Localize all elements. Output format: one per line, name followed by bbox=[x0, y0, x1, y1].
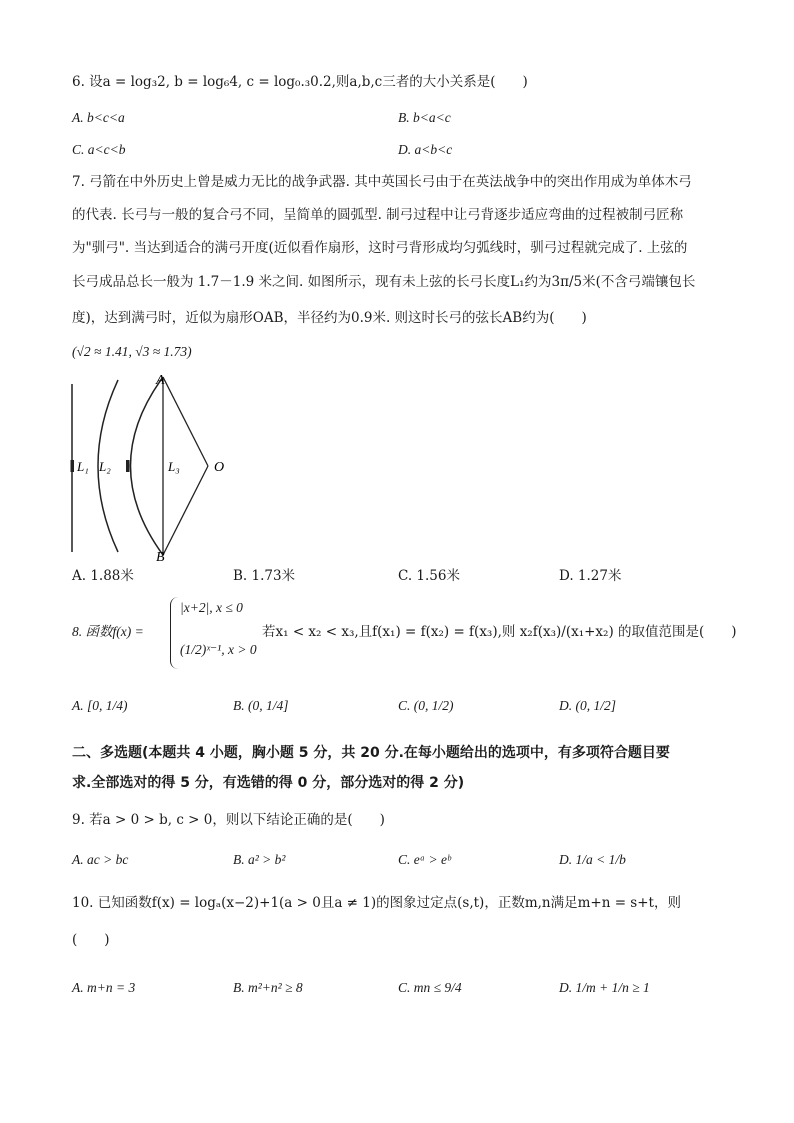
q10-stem-line-2: ( ) bbox=[72, 932, 110, 948]
radius-oa bbox=[163, 377, 208, 466]
q7-line-1: 7. 弓箭在中外历史上曾是威力无比的战争武器. 其中英国长弓由于在英法战争中的突出作用成为单体木弓 bbox=[72, 174, 692, 190]
label-l2: L₂ bbox=[99, 459, 111, 474]
q7-option-a: A. 1.88米 bbox=[72, 568, 134, 584]
q8-option-c: C. (0, 1/2) bbox=[398, 698, 454, 713]
q6-option-b: B. b<a<c bbox=[398, 110, 451, 125]
q10-option-b: B. m²+n² ≥ 8 bbox=[233, 980, 303, 995]
q9-option-d: D. 1/a < 1/b bbox=[559, 852, 626, 867]
label-l1: L₁ bbox=[77, 459, 89, 474]
radius-ob bbox=[163, 466, 208, 555]
q10-option-a: A. m+n = 3 bbox=[72, 980, 136, 995]
q7-option-b: B. 1.73米 bbox=[233, 568, 296, 584]
bow-figure bbox=[68, 372, 248, 562]
q6-option-c: C. a<c<b bbox=[72, 142, 126, 157]
q6-option-a: A. b<c<a bbox=[72, 110, 125, 125]
q7-line-4: 长弓成品总长一般为 1.7－1.9 米之间. 如图所示，现有未上弦的长弓长度L₁约为3π/5米(不含弓端镶包长 bbox=[72, 274, 696, 290]
q8-case-1: |x+2|, x ≤ 0 bbox=[180, 600, 243, 615]
q9-stem: 9. 若a > 0 > b, c > 0，则以下结论正确的是( ) bbox=[72, 812, 385, 828]
q7-line-6: (√2 ≈ 1.41, √3 ≈ 1.73) bbox=[72, 344, 192, 359]
q8-option-b: B. (0, 1/4] bbox=[233, 698, 289, 713]
section-2-heading-line-2: 求.全部选对的得 5 分，有选错的得 0 分，部分选对的得 2 分) bbox=[72, 775, 465, 791]
q8-case-2: (1/2)ˣ⁻¹, x > 0 bbox=[180, 642, 257, 657]
q7-option-d: D. 1.27米 bbox=[559, 568, 622, 584]
label-o: O bbox=[214, 460, 225, 475]
label-b: B bbox=[156, 550, 165, 562]
label-a: A bbox=[156, 373, 165, 388]
q7-line-3: 为"驯弓". 当达到适合的满弓开度(近似看作扇形，这时弓背形成均匀弧线时，驯弓过程就完成了. 上弦的 bbox=[72, 240, 688, 256]
q8-stem-suffix: 若x₁ < x₂ < x₃,且f(x₁) = f(x₂) = f(x₃),则 x₂f(x₃)/(x₁+x₂) 的取值范围是( ) bbox=[262, 624, 737, 640]
q6-option-d: D. a<b<c bbox=[398, 142, 453, 157]
q7-line-5: 度)，达到满弓时，近似为扇形OAB，半径约为0.9米. 则这时长弓的弦长AB约为( ) bbox=[72, 310, 587, 326]
q10-option-d: D. 1/m + 1/n ≥ 1 bbox=[559, 980, 650, 995]
q8-brace bbox=[170, 597, 179, 669]
section-2-heading-line-1: 二、多选题(本题共 4 小题，胸小题 5 分，共 20 分.在每小题给出的选项中，有多项符合题目要 bbox=[72, 745, 670, 761]
bow-l3-grip bbox=[126, 460, 130, 472]
bow-l3-arc bbox=[131, 377, 164, 555]
q9-option-b: B. a² > b² bbox=[233, 852, 286, 867]
bow-l1-grip bbox=[71, 460, 75, 472]
q8-option-a: A. [0, 1/4) bbox=[72, 698, 128, 713]
q10-option-c: C. mn ≤ 9/4 bbox=[398, 980, 462, 995]
q7-option-c: C. 1.56米 bbox=[398, 568, 460, 584]
q8-option-d: D. (0, 1/2] bbox=[559, 698, 616, 713]
q10-stem-line-1: 10. 已知函数f(x) = logₐ(x−2)+1(a > 0且a ≠ 1)的图象过定点(s,t)，正数m,n满足m+n = s+t，则 bbox=[72, 895, 681, 911]
q9-option-a: A. ac > bc bbox=[72, 852, 129, 867]
q9-option-c: C. eᵃ > eᵇ bbox=[398, 852, 451, 867]
q6-stem: 6. 设a = log₃2, b = log₆4, c = log₀.₃0.2,则a,b,c三者的大小关系是( ) bbox=[72, 74, 528, 90]
q8-stem-prefix: 8. 函数f(x) = bbox=[72, 624, 144, 639]
q7-line-2: 的代表. 长弓与一般的复合弓不同，呈简单的圆弧型. 制弓过程中让弓背逐步适应弯曲的过程被制弓匠称 bbox=[72, 207, 684, 223]
label-l3: L₃ bbox=[168, 459, 180, 474]
